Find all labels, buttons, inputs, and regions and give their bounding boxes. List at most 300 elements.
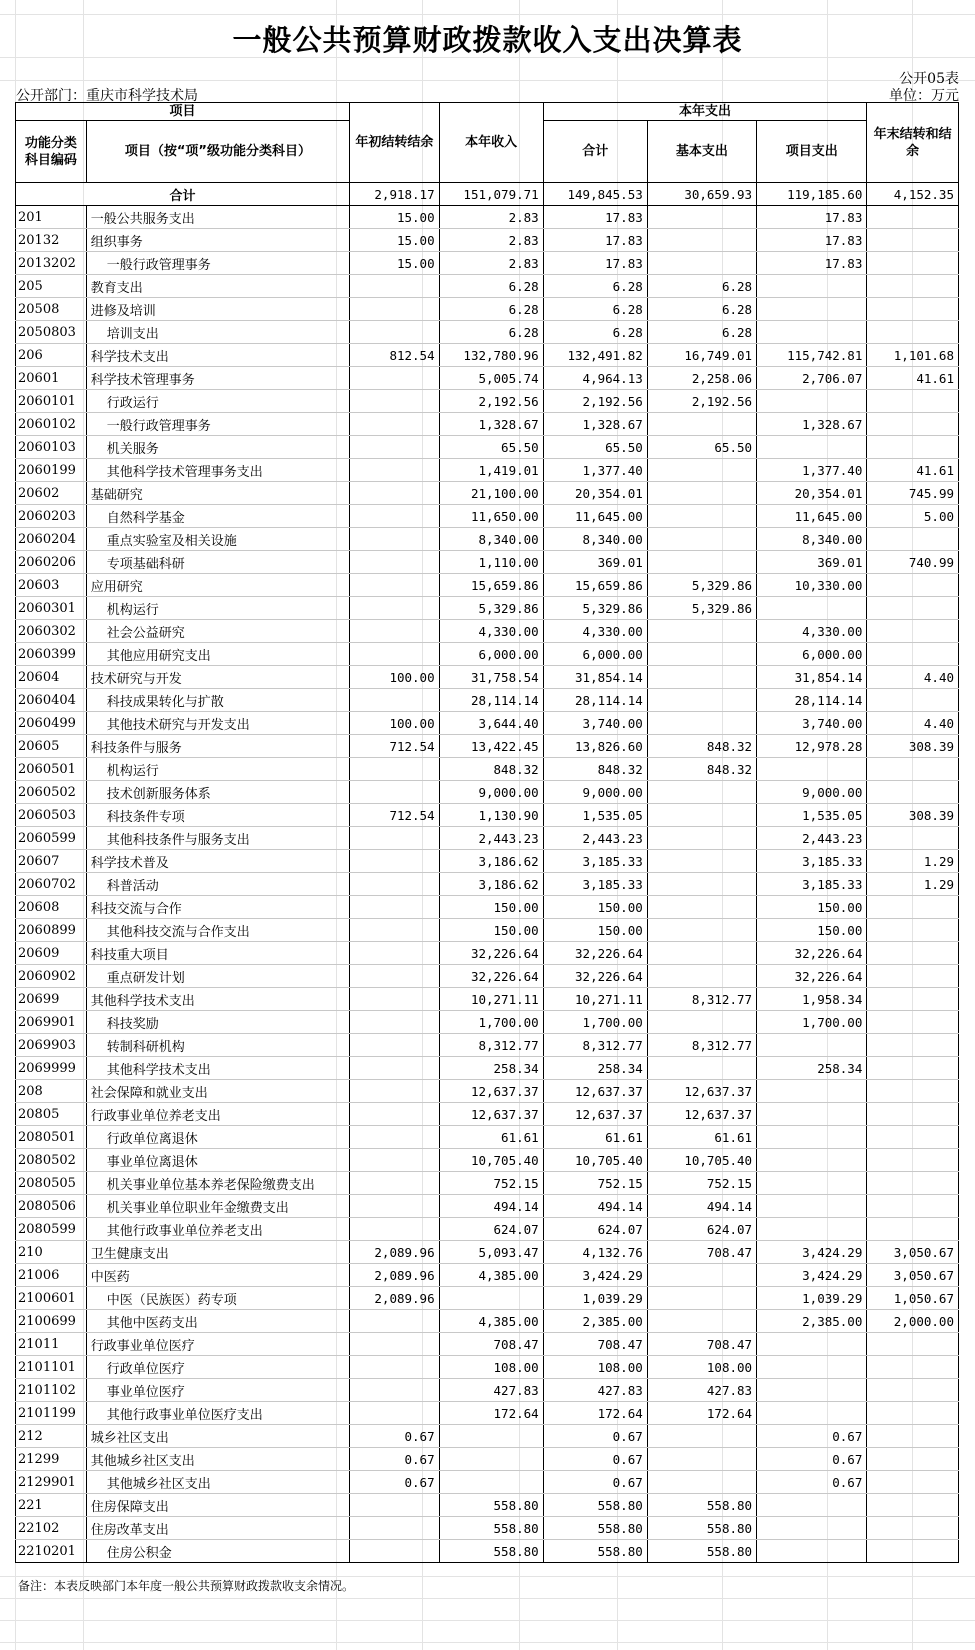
row-basic [647, 712, 756, 735]
table-row [16, 1333, 959, 1356]
row-end [867, 1080, 959, 1103]
table-row [16, 459, 959, 482]
row-expense-total: 132,491.82 [543, 344, 647, 367]
row-project: 8,340.00 [757, 528, 867, 551]
row-end: 740.99 [867, 551, 959, 574]
row-end [867, 1103, 959, 1126]
row-expense-total: 61.61 [543, 1126, 647, 1149]
row-income: 13,422.45 [439, 735, 543, 758]
row-income: 31,758.54 [439, 666, 543, 689]
row-code: 20805 [16, 1103, 87, 1126]
row-begin [350, 965, 440, 988]
table-row [16, 1356, 959, 1379]
row-end [867, 206, 959, 229]
row-expense-total: 150.00 [543, 919, 647, 942]
row-begin [350, 528, 440, 551]
table-row [16, 252, 959, 275]
row-project: 0.67 [757, 1425, 867, 1448]
row-expense-total: 558.80 [543, 1517, 647, 1540]
row-expense-total: 17.83 [543, 252, 647, 275]
row-name: 技术研究与开发 [86, 666, 349, 689]
row-project [757, 1126, 867, 1149]
row-income: 32,226.64 [439, 965, 543, 988]
table-row [16, 1310, 959, 1333]
table-row [16, 229, 959, 252]
row-income: 8,340.00 [439, 528, 543, 551]
row-code: 2100699 [16, 1310, 87, 1333]
row-begin: 15.00 [350, 229, 440, 252]
row-project: 28,114.14 [757, 689, 867, 712]
row-income: 10,705.40 [439, 1149, 543, 1172]
row-expense-total: 10,705.40 [543, 1149, 647, 1172]
row-project [757, 436, 867, 459]
row-begin [350, 1126, 440, 1149]
row-name: 技术创新服务体系 [86, 781, 349, 804]
row-basic: 172.64 [647, 1402, 756, 1425]
row-expense-total: 494.14 [543, 1195, 647, 1218]
row-name: 科技条件与服务 [86, 735, 349, 758]
total-begin: 2,918.17 [350, 183, 440, 206]
row-begin: 2,089.96 [350, 1241, 440, 1264]
row-project [757, 1172, 867, 1195]
row-income: 2,192.56 [439, 390, 543, 413]
header-name: 项目（按“项”级功能分类科目） [86, 121, 349, 183]
row-code: 2060599 [16, 827, 87, 850]
row-end [867, 942, 959, 965]
row-begin: 100.00 [350, 712, 440, 735]
row-income: 61.61 [439, 1126, 543, 1149]
row-end: 4.40 [867, 666, 959, 689]
row-code: 2013202 [16, 252, 87, 275]
row-name: 科学技术支出 [86, 344, 349, 367]
row-basic: 558.80 [647, 1494, 756, 1517]
row-end [867, 574, 959, 597]
row-basic [647, 206, 756, 229]
row-income: 558.80 [439, 1517, 543, 1540]
row-income: 6.28 [439, 275, 543, 298]
row-code: 20601 [16, 367, 87, 390]
row-income: 258.34 [439, 1057, 543, 1080]
row-income: 5,005.74 [439, 367, 543, 390]
row-basic: 6.28 [647, 321, 756, 344]
table-row [16, 1011, 959, 1034]
row-project: 1,328.67 [757, 413, 867, 436]
row-project [757, 390, 867, 413]
row-name: 一般行政管理事务 [86, 413, 349, 436]
row-income: 5,329.86 [439, 597, 543, 620]
row-basic [647, 1425, 756, 1448]
row-begin [350, 459, 440, 482]
row-income: 558.80 [439, 1540, 543, 1563]
row-code: 2060404 [16, 689, 87, 712]
table-row [16, 1126, 959, 1149]
row-code: 2060103 [16, 436, 87, 459]
gridline [0, 14, 975, 15]
table-row [16, 344, 959, 367]
row-basic: 5,329.86 [647, 597, 756, 620]
row-expense-total: 11,645.00 [543, 505, 647, 528]
row-code: 22102 [16, 1517, 87, 1540]
row-project: 31,854.14 [757, 666, 867, 689]
row-name: 其他科学技术管理事务支出 [86, 459, 349, 482]
unit-label: 单位：万元 [889, 88, 959, 104]
row-begin [350, 482, 440, 505]
row-code: 2069999 [16, 1057, 87, 1080]
row-begin [350, 390, 440, 413]
table-row [16, 390, 959, 413]
row-code: 2101102 [16, 1379, 87, 1402]
row-expense-total: 65.50 [543, 436, 647, 459]
row-project: 1,958.34 [757, 988, 867, 1011]
row-begin [350, 367, 440, 390]
total-basic: 30,659.93 [647, 183, 756, 206]
row-code: 21011 [16, 1333, 87, 1356]
row-project: 17.83 [757, 229, 867, 252]
row-expense-total: 1,328.67 [543, 413, 647, 436]
row-begin [350, 321, 440, 344]
row-basic [647, 919, 756, 942]
row-income: 848.32 [439, 758, 543, 781]
row-name: 基础研究 [86, 482, 349, 505]
row-end [867, 1218, 959, 1241]
row-project: 10,330.00 [757, 574, 867, 597]
row-expense-total: 108.00 [543, 1356, 647, 1379]
row-basic [647, 781, 756, 804]
row-code: 2060199 [16, 459, 87, 482]
row-basic [647, 850, 756, 873]
row-code: 20508 [16, 298, 87, 321]
row-end: 2,000.00 [867, 1310, 959, 1333]
table-row [16, 1425, 959, 1448]
header-begin-balance: 年初结转结余 [350, 103, 440, 183]
row-income: 65.50 [439, 436, 543, 459]
row-income: 708.47 [439, 1333, 543, 1356]
row-project: 3,185.33 [757, 850, 867, 873]
row-code: 2100601 [16, 1287, 87, 1310]
row-name: 其他城乡社区支出 [86, 1448, 349, 1471]
row-project [757, 1356, 867, 1379]
row-name: 机关服务 [86, 436, 349, 459]
row-project: 2,385.00 [757, 1310, 867, 1333]
row-basic [647, 804, 756, 827]
row-end [867, 896, 959, 919]
row-begin [350, 689, 440, 712]
row-expense-total: 1,700.00 [543, 1011, 647, 1034]
row-basic: 6.28 [647, 275, 756, 298]
row-expense-total: 31,854.14 [543, 666, 647, 689]
row-name: 住房公积金 [86, 1540, 349, 1563]
row-basic: 10,705.40 [647, 1149, 756, 1172]
row-end [867, 390, 959, 413]
row-end [867, 1494, 959, 1517]
row-begin [350, 919, 440, 942]
row-code: 2210201 [16, 1540, 87, 1563]
row-begin [350, 781, 440, 804]
row-project: 258.34 [757, 1057, 867, 1080]
row-begin [350, 942, 440, 965]
row-begin [350, 1149, 440, 1172]
row-code: 2060499 [16, 712, 87, 735]
row-code: 2060899 [16, 919, 87, 942]
form-number: 公开05表 [899, 71, 959, 87]
row-project [757, 1195, 867, 1218]
row-code: 2101199 [16, 1402, 87, 1425]
table-row [16, 919, 959, 942]
table-row [16, 597, 959, 620]
row-basic [647, 1057, 756, 1080]
row-project [757, 1218, 867, 1241]
table-row [16, 1034, 959, 1057]
row-income [439, 1425, 543, 1448]
total-row [16, 183, 959, 206]
row-code: 20609 [16, 942, 87, 965]
row-name: 其他科学技术支出 [86, 988, 349, 1011]
row-basic [647, 896, 756, 919]
row-end: 3,050.67 [867, 1264, 959, 1287]
row-code: 20605 [16, 735, 87, 758]
row-name: 转制科研机构 [86, 1034, 349, 1057]
row-income: 11,650.00 [439, 505, 543, 528]
table-row [16, 988, 959, 1011]
row-project [757, 321, 867, 344]
row-begin [350, 551, 440, 574]
row-begin [350, 1218, 440, 1241]
row-expense-total: 2,192.56 [543, 390, 647, 413]
table-row [16, 827, 959, 850]
table-header [16, 103, 959, 183]
row-project [757, 758, 867, 781]
row-income: 1,130.90 [439, 804, 543, 827]
row-code: 2060399 [16, 643, 87, 666]
row-income [439, 1448, 543, 1471]
row-basic: 752.15 [647, 1172, 756, 1195]
total-label: 合计 [16, 183, 350, 206]
row-end [867, 1333, 959, 1356]
row-end: 5.00 [867, 505, 959, 528]
row-code: 2101101 [16, 1356, 87, 1379]
row-code: 20602 [16, 482, 87, 505]
row-end [867, 229, 959, 252]
row-basic: 427.83 [647, 1379, 756, 1402]
row-code: 2080505 [16, 1172, 87, 1195]
row-project: 11,645.00 [757, 505, 867, 528]
row-basic: 12,637.37 [647, 1080, 756, 1103]
row-income: 3,186.62 [439, 873, 543, 896]
row-basic [647, 942, 756, 965]
row-end: 4.40 [867, 712, 959, 735]
row-income: 132,780.96 [439, 344, 543, 367]
row-begin [350, 850, 440, 873]
row-expense-total: 3,740.00 [543, 712, 647, 735]
row-basic [647, 1264, 756, 1287]
row-basic [647, 528, 756, 551]
table-row [16, 712, 959, 735]
row-code: 21006 [16, 1264, 87, 1287]
row-begin [350, 873, 440, 896]
page-title: 一般公共预算财政拨款收入支出决算表 [232, 23, 743, 57]
row-expense-total: 4,132.76 [543, 1241, 647, 1264]
row-basic [647, 666, 756, 689]
row-begin [350, 1172, 440, 1195]
row-income: 1,110.00 [439, 551, 543, 574]
row-project: 20,354.01 [757, 482, 867, 505]
row-expense-total: 1,535.05 [543, 804, 647, 827]
row-end: 1,101.68 [867, 344, 959, 367]
row-basic [647, 252, 756, 275]
row-expense-total: 624.07 [543, 1218, 647, 1241]
row-expense-total: 3,185.33 [543, 850, 647, 873]
row-name: 重点研发计划 [86, 965, 349, 988]
row-income: 21,100.00 [439, 482, 543, 505]
row-basic [647, 643, 756, 666]
header-basic-expense: 基本支出 [647, 121, 756, 183]
row-name: 其他科学技术支出 [86, 1057, 349, 1080]
table-row [16, 1402, 959, 1425]
row-income: 427.83 [439, 1379, 543, 1402]
row-code: 2060702 [16, 873, 87, 896]
row-end [867, 1356, 959, 1379]
row-expense-total: 172.64 [543, 1402, 647, 1425]
row-name: 行政事业单位医疗 [86, 1333, 349, 1356]
row-end: 1.29 [867, 850, 959, 873]
row-name: 其他中医药支出 [86, 1310, 349, 1333]
row-name: 事业单位离退休 [86, 1149, 349, 1172]
row-expense-total: 8,340.00 [543, 528, 647, 551]
table-row [16, 758, 959, 781]
row-name: 科技奖励 [86, 1011, 349, 1034]
row-code: 2060204 [16, 528, 87, 551]
table-row [16, 735, 959, 758]
row-income: 2.83 [439, 229, 543, 252]
row-begin [350, 298, 440, 321]
row-project: 1,377.40 [757, 459, 867, 482]
row-code: 2050803 [16, 321, 87, 344]
row-begin [350, 413, 440, 436]
row-income: 6.28 [439, 321, 543, 344]
row-name: 城乡社区支出 [86, 1425, 349, 1448]
total-end: 4,152.35 [867, 183, 959, 206]
row-basic: 108.00 [647, 1356, 756, 1379]
row-begin [350, 758, 440, 781]
row-end [867, 643, 959, 666]
row-basic: 558.80 [647, 1517, 756, 1540]
row-basic [647, 620, 756, 643]
row-expense-total: 752.15 [543, 1172, 647, 1195]
row-expense-total: 2,443.23 [543, 827, 647, 850]
row-income: 4,330.00 [439, 620, 543, 643]
row-income: 3,186.62 [439, 850, 543, 873]
row-name: 社会保障和就业支出 [86, 1080, 349, 1103]
row-begin [350, 436, 440, 459]
row-code: 2060301 [16, 597, 87, 620]
row-begin [350, 1310, 440, 1333]
header-code: 功能分类科目编码 [16, 121, 87, 183]
row-name: 行政单位医疗 [86, 1356, 349, 1379]
row-income: 32,226.64 [439, 942, 543, 965]
row-name: 一般公共服务支出 [86, 206, 349, 229]
row-name: 其他应用研究支出 [86, 643, 349, 666]
gridline [0, 1598, 975, 1599]
row-project [757, 1080, 867, 1103]
row-begin: 0.67 [350, 1425, 440, 1448]
row-income: 6,000.00 [439, 643, 543, 666]
row-name: 一般行政管理事务 [86, 252, 349, 275]
row-end [867, 1540, 959, 1563]
row-expense-total: 10,271.11 [543, 988, 647, 1011]
header-end-balance: 年末结转和结余 [867, 103, 959, 183]
row-expense-total: 6.28 [543, 275, 647, 298]
row-income: 150.00 [439, 919, 543, 942]
row-code: 206 [16, 344, 87, 367]
row-expense-total: 9,000.00 [543, 781, 647, 804]
header-expense-group: 本年支出 [543, 103, 867, 121]
row-basic: 5,329.86 [647, 574, 756, 597]
row-income: 9,000.00 [439, 781, 543, 804]
table-row [16, 965, 959, 988]
row-income: 2.83 [439, 252, 543, 275]
table-row [16, 206, 959, 229]
row-name: 社会公益研究 [86, 620, 349, 643]
row-expense-total: 848.32 [543, 758, 647, 781]
table-row [16, 551, 959, 574]
row-basic: 624.07 [647, 1218, 756, 1241]
row-project [757, 298, 867, 321]
row-basic [647, 505, 756, 528]
row-expense-total: 4,330.00 [543, 620, 647, 643]
row-end [867, 275, 959, 298]
row-code: 208 [16, 1080, 87, 1103]
row-end [867, 597, 959, 620]
row-begin [350, 505, 440, 528]
row-code: 2060206 [16, 551, 87, 574]
row-expense-total: 13,826.60 [543, 735, 647, 758]
table-row [16, 620, 959, 643]
row-name: 事业单位医疗 [86, 1379, 349, 1402]
row-code: 201 [16, 206, 87, 229]
row-code: 20132 [16, 229, 87, 252]
table-row [16, 666, 959, 689]
row-project [757, 1540, 867, 1563]
row-basic [647, 1310, 756, 1333]
total-income: 151,079.71 [439, 183, 543, 206]
row-name: 科技成果转化与扩散 [86, 689, 349, 712]
row-expense-total: 6.28 [543, 321, 647, 344]
row-begin: 812.54 [350, 344, 440, 367]
table-row [16, 1287, 959, 1310]
row-begin [350, 1103, 440, 1126]
gridline [0, 80, 975, 81]
table-row [16, 1494, 959, 1517]
row-project: 3,424.29 [757, 1241, 867, 1264]
row-begin [350, 896, 440, 919]
row-end [867, 1448, 959, 1471]
row-expense-total: 32,226.64 [543, 942, 647, 965]
row-project [757, 275, 867, 298]
row-basic: 6.28 [647, 298, 756, 321]
row-begin [350, 1195, 440, 1218]
row-income [439, 1471, 543, 1494]
row-project: 6,000.00 [757, 643, 867, 666]
row-end [867, 321, 959, 344]
row-name: 其他行政事业单位医疗支出 [86, 1402, 349, 1425]
row-project [757, 597, 867, 620]
row-expense-total: 1,377.40 [543, 459, 647, 482]
row-code: 212 [16, 1425, 87, 1448]
row-end [867, 965, 959, 988]
table-row [16, 505, 959, 528]
row-income: 12,637.37 [439, 1080, 543, 1103]
row-expense-total: 3,424.29 [543, 1264, 647, 1287]
